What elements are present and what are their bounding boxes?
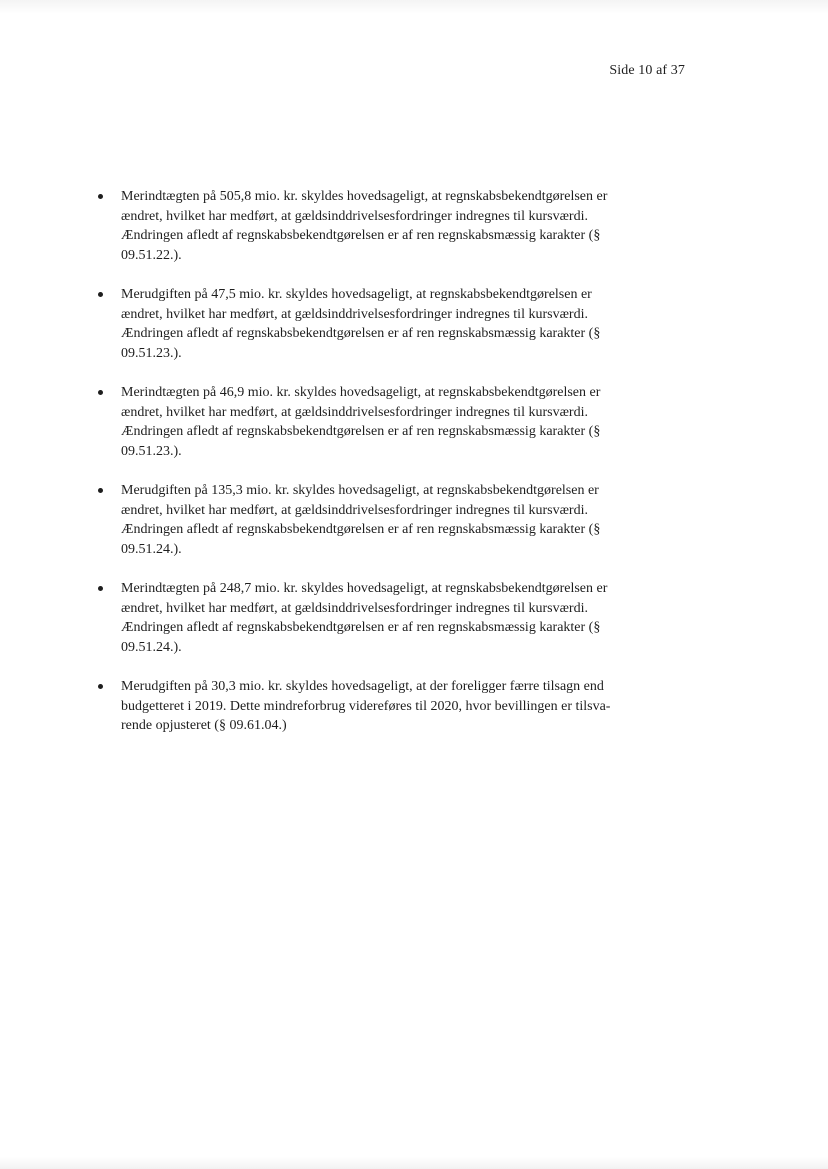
text-line: Ændringen afledt af regnskabsbekendtgørelsen er af ren regnskabsmæssig karakter (§ [121,620,601,635]
list-item [95,677,695,736]
text-line: Ændringen afledt af regnskabsbekendtgørelsen er af ren regnskabsmæssig karakter (§ [121,326,601,341]
text-line: Merudgiften på 135,3 mio. kr. skyldes hovedsageligt, at regnskabsbekendtgørelsen er [121,483,599,498]
bullet-icon [98,488,103,493]
text-line: ændret, hvilket har medført, at gældsinddrivelsesfordringer indregnes til kursværdi. [121,404,588,420]
text-line: Merindtægten på 46,9 mio. kr. skyldes hovedsageligt, at regnskabsbekendtgørelsen er [121,385,601,400]
bullet-list [95,187,695,756]
bullet-icon [98,684,103,689]
bullet-icon [98,390,103,395]
scan-edge-bottom [0,1157,828,1169]
list-item [95,383,695,461]
list-item [95,481,695,559]
text-line: Merudgiften på 30,3 mio. kr. skyldes hovedsageligt, at der foreligger færre tilsagn end [121,679,604,694]
text-line: Ændringen afledt af regnskabsbekendtgørelsen er af ren regnskabsmæssig karakter (§ [121,522,601,537]
text-line: Merindtægten på 248,7 mio. kr. skyldes hovedsageligt, at regnskabsbekendtgørelsen er [121,581,608,596]
text-line: Ændringen afledt af regnskabsbekendtgørelsen er af ren regnskabsmæssig karakter (§ [121,228,601,243]
text-line: ændret, hvilket har medført, at gældsinddrivelsesfordringer indregnes til kursværdi. [121,208,588,224]
list-item [95,285,695,363]
text-line: Ændringen afledt af regnskabsbekendtgørelsen er af ren regnskabsmæssig karakter (§ [121,424,601,439]
text-line: Merindtægten på 505,8 mio. kr. skyldes hovedsageligt, at regnskabsbekendtgørelsen er [121,189,608,204]
page-number: Side 10 af 37 [609,63,685,78]
text-line: 09.51.22.). [121,247,182,263]
text-line: budgetteret i 2019. Dette mindreforbrug videreføres til 2020, hvor bevillingen er tilsva- [121,698,611,714]
text-line: ændret, hvilket har medført, at gældsinddrivelsesfordringer indregnes til kursværdi. [121,600,588,616]
bullet-icon [98,194,103,199]
bullet-icon [98,292,103,297]
scan-edge-top [0,0,828,14]
list-item [95,187,695,265]
text-line: rende opjusteret (§ 09.61.04.) [121,718,287,733]
text-line: 09.51.23.). [121,345,182,361]
text-line: 09.51.23.). [121,443,182,459]
text-line: Merudgiften på 47,5 mio. kr. skyldes hovedsageligt, at regnskabsbekendtgørelsen er [121,287,592,302]
bullet-icon [98,586,103,591]
text-line: 09.51.24.). [121,639,182,655]
list-item [95,579,695,657]
text-line: ændret, hvilket har medført, at gældsinddrivelsesfordringer indregnes til kursværdi. [121,502,588,518]
text-line: ændret, hvilket har medført, at gældsinddrivelsesfordringer indregnes til kursværdi. [121,306,588,322]
text-line: 09.51.24.). [121,541,182,557]
